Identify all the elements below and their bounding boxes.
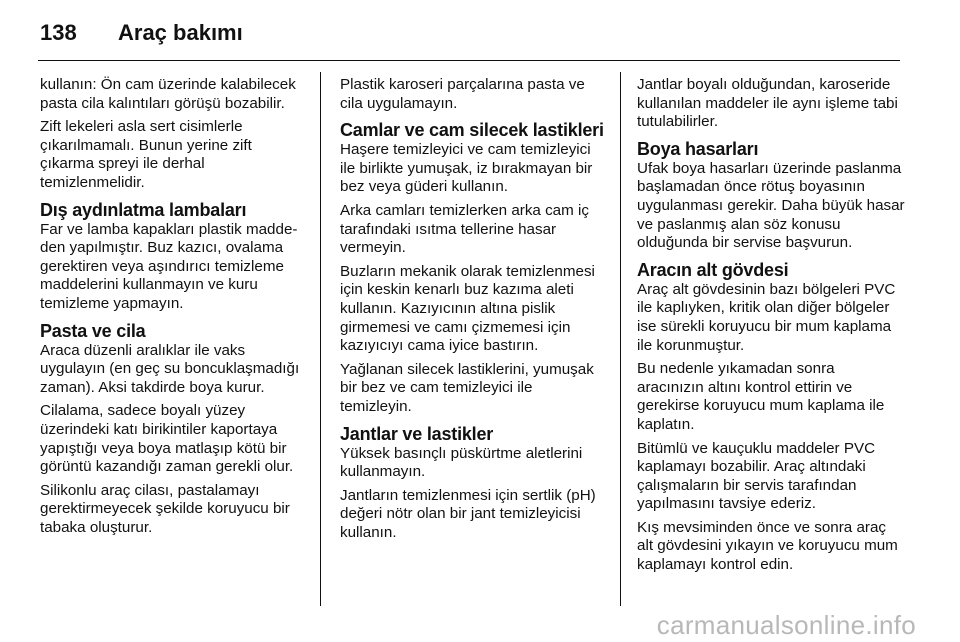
paragraph: Jantlar boyalı olduğundan, karoseride kullanılan maddeler ile aynı işleme tabi tutulabilirler. [637,76,898,131]
paragraph: Buzların mekanik olarak temizlenmesi için keskin kenarlı buz kazıma aleti kullanın. Kazıyıcının altına pislik girmemesi ve camı çizmemesi için kazıyıcıyı cama iyice bastırın. [340,262,595,355]
paragraph: kullanın: Ön cam üzerinde kalabilecek pasta cila kalıntıları görüşü bozabilir. [40,76,296,112]
section-heading: Camlar ve cam silecek lastikleri [340,120,604,141]
paragraph: Yağlanan silecek lastiklerini, yumuşak bir bez ve cam temizleyici ile temizleyin. [340,360,594,415]
section-heading: Boya hasarları [637,138,759,159]
section-heading: Aracın alt gövdesi [637,259,789,280]
paragraph: Plastik karoseri parçalarına pasta ve cila uygulamayın. [340,76,585,112]
watermark: carmanualsonline.info [656,610,916,640]
paragraph: Arka camları temizlerken arka cam iç tarafındaki ısıtma tellerine hasar vermeyin. [340,201,589,257]
paragraph: Cilalama, sadece boyalı yüzey üzerindeki katı birikintiler kaportaya yapıştığı veya boya matlaşıp kötü bir görüntü kazandığı zaman gerekli olur. [40,402,294,476]
paragraph: Bu nedenle yıkamadan sonra aracınızın altını kontrol ettirin ve gerekirse koruyucu mum kaplama ile kaplatın. [637,360,885,433]
page-number: 138 [40,20,77,45]
paragraph: Araç alt gövdesinin bazı bölgeleri PVC ile kaplıyken, kritik olan diğer bölgeler ise sürekli koruyucu bir mum kaplama ile korunmuştur. [637,280,896,354]
paragraph: Yüksek basınçlı püskürtme aletlerini kullanmayın. [340,444,583,481]
page-header [40,20,243,46]
paragraph: Jantların temizlenmesi için sertlik (pH) değeri nötr olan bir jant temizleyicisi kullanın. [340,486,596,541]
header-divider [38,60,900,61]
paragraph: Zift lekeleri asla sert cisimlerle çıkarılmamalı. Bunun yerine zift çıkarma spreyi ile derhal temizlenmelidir. [40,118,252,191]
section-heading: Dış aydınlatma lambaları [40,199,247,220]
paragraph: Haşere temizleyici ve cam temizleyici ile birlikte yumuşak, iz bırakmayan bir bez veya güderi kullanın. [340,141,593,196]
text-column-3 [637,76,905,580]
text-column-1 [40,76,308,542]
text-column-2 [340,76,608,547]
paragraph: Bitümlü ve kauçuklu maddeler PVC kaplamayı bozabilir. Araç altındaki çalışmaların bir servis tarafından yapılmasını tavsiye ederiz. [637,439,876,513]
paragraph: Silikonlu araç cilası, pastalamayı gerektirmeyecek şekilde koruyucu bir tabaka oluşturur. [40,481,290,536]
paragraph: Ufak boya hasarları üzerinde paslanma başlamadan önce rötuş boyasının uygulanması gerekir. Daha büyük hasar ve paslanmış alan söz konusu olduğunda bir servise başvurun. [637,159,905,252]
column-divider [320,72,321,606]
paragraph: Araca düzenli aralıklar ile vaks uygulayın (en geç su boncuklaşmadığı zaman). Aksi takdirde boya kurur. [40,341,300,396]
column-divider [620,72,621,606]
section-heading: Jantlar ve lastikler [340,423,494,444]
section-title: Araç bakımı [118,20,243,45]
section-heading: Pasta ve cila [40,320,146,341]
paragraph: Kış mevsiminden önce ve sonra araç alt gövdesini yıkayın ve koruyucu mum kaplamayı kontrol edin. [637,518,898,574]
paragraph: Far ve lamba kapakları plastik maddeden yapılmıştır. Buz kazıcı, ovalama gerektiren veya aşındırıcı temizleme maddelerini kullanmayın ve kuru temizleme yapmayın. [40,220,298,312]
